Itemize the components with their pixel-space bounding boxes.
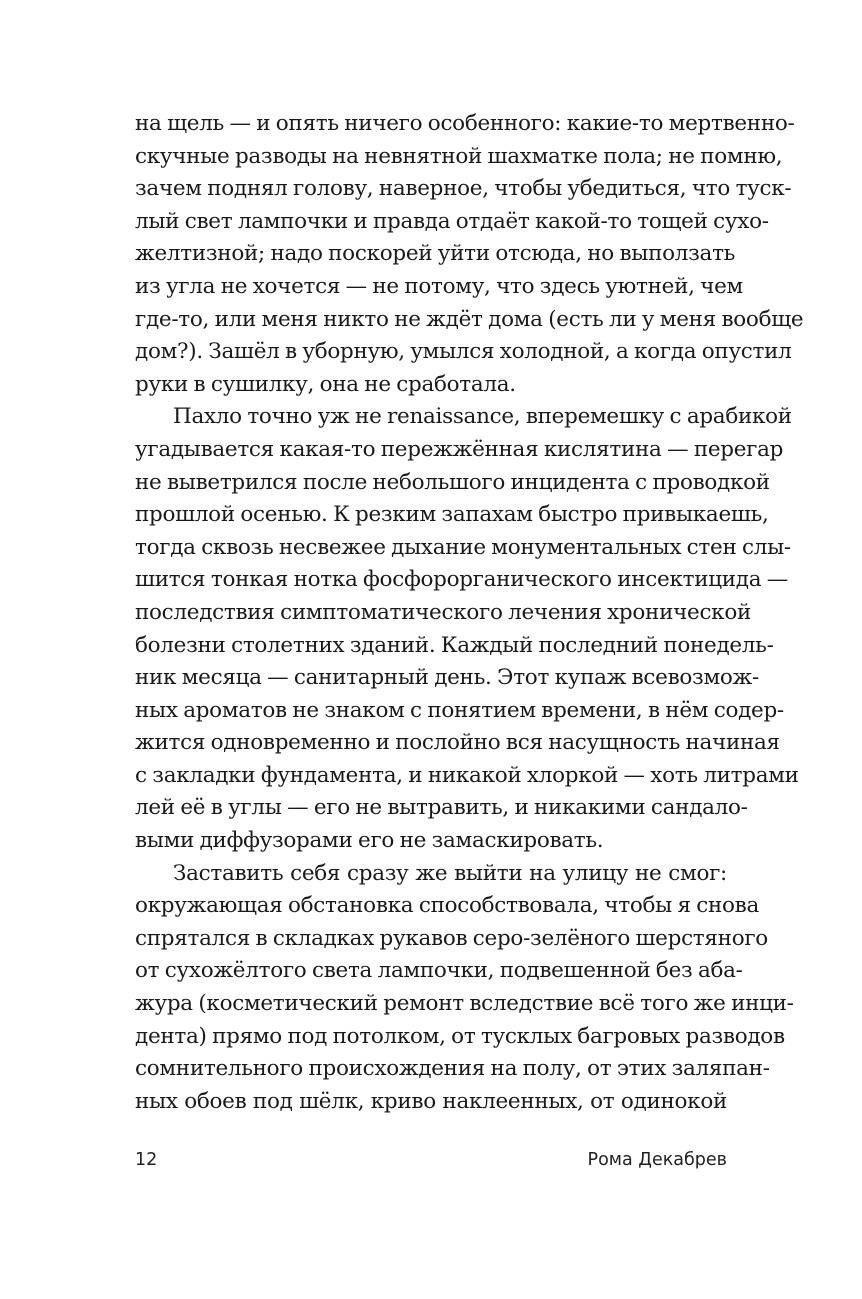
text-line: выми диффузорами его не замаскировать.: [135, 828, 604, 854]
text-line: сомнительного происхождения на полу, от этих заляпан-: [135, 1056, 770, 1082]
text-line: лый свет лампочки и правда отдаёт какой-то тощей сухо-: [135, 208, 769, 234]
text-line: Пахло точно уж не renaissance, вперемешку с арабикой: [173, 404, 792, 430]
text-line: угадывается какая-то пережжённая кислятина — перегар: [135, 436, 784, 462]
text-line: тогда сквозь несвежее дыхание монументальных стен слы-: [135, 534, 791, 560]
text-line: на щель — и опять ничего особенного: какие-то мертвенно-: [135, 111, 795, 136]
text-line: желтизной; надо поскорей уйти отсюда, но выползать: [135, 241, 736, 267]
text-line: последствия симптоматического лечения хронической: [135, 599, 751, 625]
text-line: дом?). Зашёл в уборную, умылся холодной, а когда опустил: [135, 339, 792, 365]
text-line: руки в сушилку, она не сработала.: [135, 371, 516, 397]
text-line: прошлой осенью. К резким запахам быстро привыкаешь,: [135, 502, 769, 528]
text-line: ник месяца — санитарный день. Этот купаж всевозмож-: [135, 665, 759, 691]
text-line: с закладки фундамента, и никакой хлоркой — хоть литрами: [135, 762, 799, 788]
text-line: где-то, или меня никто не ждёт дома (есть ли у меня вообще: [135, 306, 804, 332]
text-line: ных ароматов не знаком с понятием времени, в нём содер-: [135, 697, 784, 723]
text-line: из угла не хочется — не потому, что здесь уютней, чем: [135, 273, 743, 299]
text-line: лей её в углы — его не вытравить, и никакими сандало-: [135, 795, 748, 821]
author-name: Рома Декабрев: [587, 1150, 727, 1170]
text-line: болезни столетних зданий. Каждый последний понедель-: [135, 632, 774, 658]
text-line: Заставить себя сразу же выйти на улицу не смог:: [173, 860, 727, 886]
text-line: спрятался в складках рукавов серо-зелёного шерстяного: [135, 925, 768, 951]
text-line: окружающая обстановка способствовала, чтобы я снова: [135, 893, 759, 919]
text-line: ных обоев под шёлк, криво наклеенных, от одинокой: [135, 1088, 727, 1114]
page-number: 12: [135, 1150, 158, 1170]
text-line: зачем поднял голову, наверное, чтобы убедиться, что туск-: [135, 176, 792, 202]
text-line: шится тонкая нотка фосфорорганического инсектицида —: [135, 567, 788, 593]
body-text: [135, 108, 804, 1118]
text-line: дента) прямо под потолком, от тусклых багровых разводов: [135, 1023, 785, 1049]
text-line: жура (косметический ремонт вследствие всё того же инци-: [135, 991, 794, 1017]
text-line: жится одновременно и послойно вся насущность начиная: [135, 730, 780, 756]
text-line: скучные разводы на невнятной шахматке пола; не помню,: [135, 143, 783, 169]
text-line: от сухожёлтого света лампочки, подвешенной без аба-: [135, 958, 743, 984]
text-line: не выветрился после небольшого инцидента с проводкой: [135, 469, 770, 495]
